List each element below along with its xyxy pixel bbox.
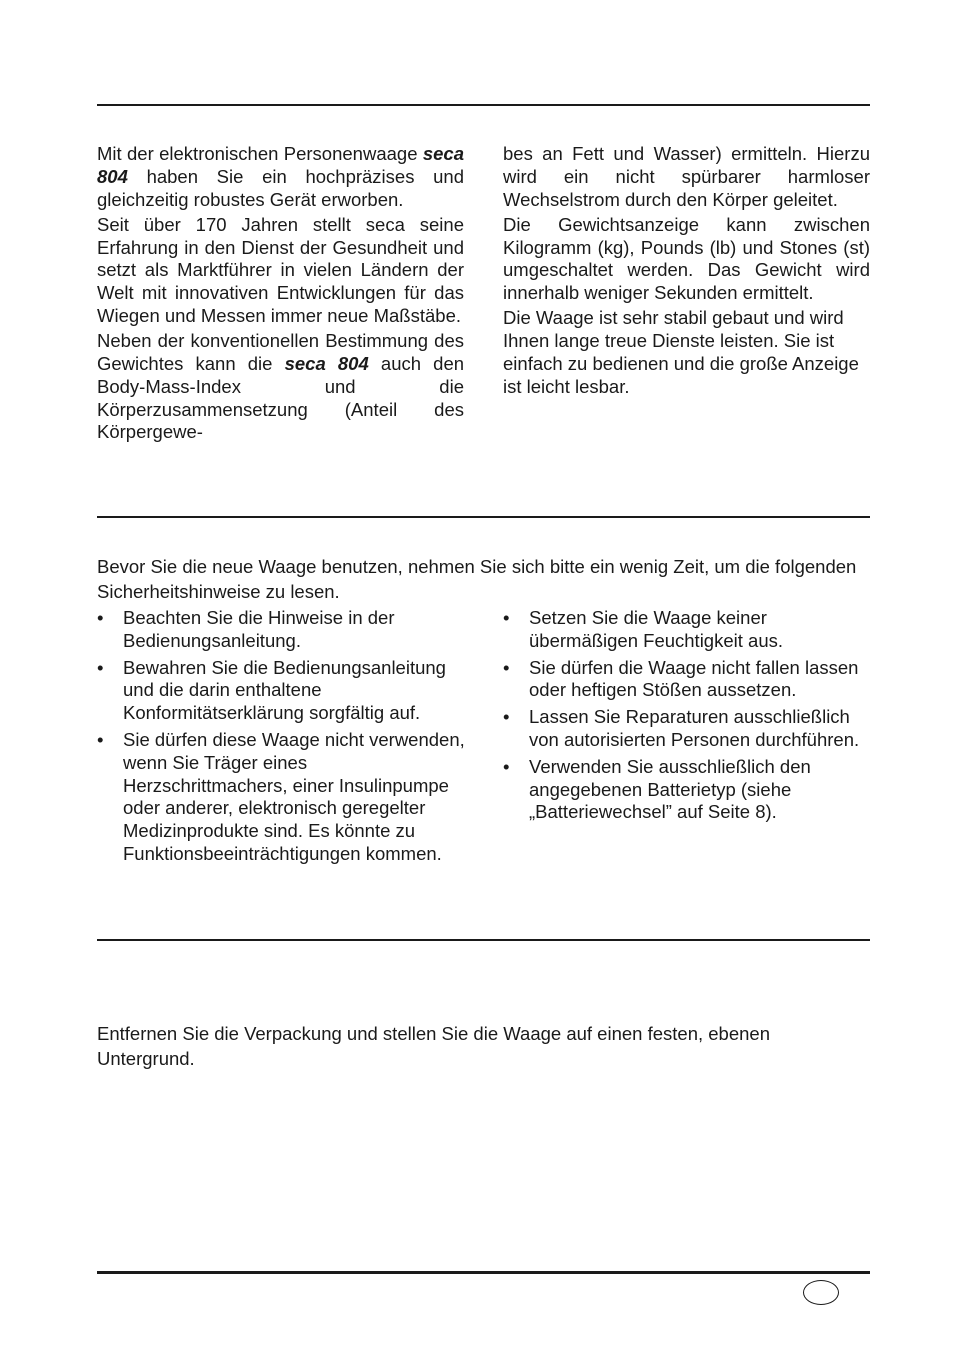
bullet-icon: • <box>503 755 510 777</box>
intro-paragraph-3: Neben der konventionellen Bestimmung des Gewichtes kann die seca 804 auch den Body-Mass-Index und die Körperzusammensetzung (Anteil des Körpergewe- <box>97 330 465 443</box>
list-item: • Bewahren Sie die Bedienungsanleitung und die darin enthaltene Konformitätserklärung sorgfältig auf. <box>97 656 446 724</box>
bullet-icon: • <box>503 706 510 728</box>
section-rule-setup <box>97 939 870 941</box>
intro-paragraph-1: Mit der elektronischen Personenwaage seca 804 haben Sie ein hochpräzises und gleichzeitig robustes Gerät erworben. <box>97 143 464 210</box>
bullet-icon: • <box>97 656 104 678</box>
intro-paragraph-5: Die Gewichtsanzeige kann zwischen Kilogramm (kg), Pounds (lb) und Stones (st) umgeschaltet werden. Das Gewicht wird innerhalb weniger Sekunden ermittelt. <box>503 213 870 304</box>
section-rule-top <box>97 104 870 106</box>
bullet-icon: • <box>503 656 510 678</box>
list-item: • Verwenden Sie ausschließlich den angegebenen Batterietyp (siehe „Batteriewechsel” auf Seite 8). <box>503 755 811 823</box>
intro-paragraph-6: Die Waage ist sehr stabil gebaut und wird Ihnen lange treue Dienste leisten. Sie ist einfach zu bedienen und die große Anzeige ist leicht lesbar. <box>503 307 859 397</box>
list-item: • Sie dürfen die Waage nicht fallen lassen oder heftigen Stößen aussetzen. <box>503 656 859 701</box>
language-oval-icon <box>803 1280 839 1305</box>
list-item: • Sie dürfen diese Waage nicht verwenden, wenn Sie Träger eines Herzschrittmachers, einer Insulinpumpe oder anderer, elektronisch geregelter Medizinprodukte sind. Es könnte zu Funktionsbeeinträchtigungen kommen. <box>97 728 465 864</box>
footer-rule <box>97 1271 870 1274</box>
safety-list-left <box>97 607 467 870</box>
setup-text: Entfernen Sie die Verpackung und stellen Sie die Waage auf einen festen, ebenen Untergrund. <box>97 1023 770 1069</box>
safety-list-right <box>503 607 873 828</box>
intro-paragraph-4: bes an Fett und Wasser) ermitteln. Hierzu wird ein nicht spürbarer harmloser Wechselstrom durch den Körper geleitet. <box>503 143 870 210</box>
brand-name: seca 804 <box>284 352 369 374</box>
brand-name: seca 804 <box>97 143 464 187</box>
list-item: • Beachten Sie die Hinweise in der Bedienungsanleitung. <box>97 607 395 651</box>
bullet-icon: • <box>97 607 104 628</box>
list-item: • Setzen Sie die Waage keiner übermäßigen Feuchtigkeit aus. <box>503 607 783 651</box>
intro-paragraph-2: Seit über 170 Jahren stellt seca seine Erfahrung in den Dienst der Gesundheit und setzt als Marktführer in vielen Ländern der Welt mit innovativen Entwicklungen für das Wiegen und Messen immer neue Maßstäbe. <box>97 213 464 326</box>
bullet-icon: • <box>503 607 510 628</box>
list-item: • Lassen Sie Reparaturen ausschließlich von autorisierten Personen durchführen. <box>503 706 860 750</box>
section-rule-safety <box>97 516 870 518</box>
intro-right-column <box>503 143 870 401</box>
intro-left-column <box>97 143 464 447</box>
safety-intro: Bevor Sie die neue Waage benutzen, nehmen Sie sich bitte ein wenig Zeit, um die folgenden Sicherheitshinweise zu lesen. <box>97 556 857 602</box>
bullet-icon: • <box>97 728 104 750</box>
